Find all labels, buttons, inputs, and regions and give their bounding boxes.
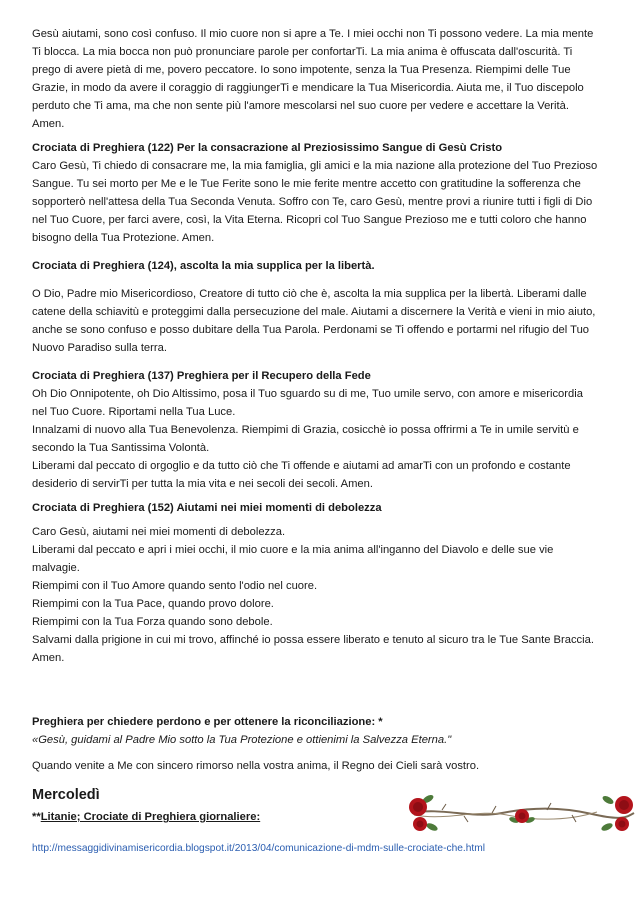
litany-prefix: ** <box>32 811 41 823</box>
prayer-122 <box>32 139 612 247</box>
day-heading: Mercoledì <box>32 787 100 803</box>
forgiveness-quote: «Gesù, guidami al Padre Mio sotto la Tua Protezione e ottienimi la Salvezza Eterna." <box>32 734 452 746</box>
litany-link-text: Litanie; Crociate di Preghiera giornaliere: <box>40 811 261 823</box>
prayer-title: Crociata di Preghiera (122) Per la consacrazione al Preziosissimo Sangue di Gesù Cristo <box>32 142 503 154</box>
prayer-152 <box>32 499 612 667</box>
prayer-137 <box>32 367 612 493</box>
prayer-title: Crociata di Preghiera (137) Preghiera per il Recupero della Fede <box>32 370 371 382</box>
text-line: Salvami dalla prigione in cui mi trovo, affinché io possa essere liberato e tenuto al sicuro tra le Tue Sante Braccia. <box>32 634 594 646</box>
rose-garland-icon <box>402 787 638 839</box>
text-line: Caro Gesù, aiutami nei miei momenti di debolezza. <box>32 526 286 538</box>
text-line: nel Tuo Cuore. Riportami nella Tua Luce. <box>32 406 236 418</box>
litany-row <box>32 807 612 841</box>
text-line: Amen. <box>32 652 65 664</box>
text-line: malvagie. <box>32 562 80 574</box>
text-line: perduto che Ti ama, ma che non sente più l'amore mescolarsi nel suo cuore per vedere e accettare la Verità. <box>32 100 569 112</box>
text-line: sopporterò nell'attesa della Tua Seconda Venuta. Soffro con Te, caro Gesù, mentre provi a riunire tutti i figli di Dio <box>32 196 593 208</box>
forgiveness-promise: Quando venite a Me con sincero rimorso nella vostra anima, il Regno dei Cieli sarà vostro. <box>32 760 480 772</box>
text-line: secondo la Tua Santissima Volontà. <box>32 442 210 454</box>
text-line: Grazie, in modo da avere il coraggio di raggiungerTi e mendicare la Tua Misericordia. Aiuta me, il Tuo discepolo <box>32 82 584 94</box>
text-line: Amen. <box>32 118 65 130</box>
text-line: Riempimi con il Tuo Amore quando sento l'odio nel cuore. <box>32 580 318 592</box>
text-line: Nuovo Paradiso sulla terra. <box>32 342 167 354</box>
text-line: Gesù aiutami, sono così confuso. Il mio cuore non si apre a Te. I miei occhi non Ti possono vedere. La mia mente <box>32 28 594 40</box>
forgiveness-title: Preghiera per chiedere perdono e per ottenere la riconciliazione: * <box>32 716 383 728</box>
text-line: O Dio, Padre mio Misericordioso, Creatore di tutto ciò che è, ascolta la mia supplica per la libertà. Liberami dalle <box>32 288 587 300</box>
text-line: anche se sono confuso e posso dubitare della Tua Parola. Perdonami se Ti offendo e portarmi nel rifugio del Tuo <box>32 324 590 336</box>
prayer-124 <box>32 257 612 357</box>
text-line: desiderio di servirTi per tutta la mia vita e nei secoli dei secoli. Amen. <box>32 478 373 490</box>
text-line: nel Tuo Cuore, per farci avere, così, la Vita Eterna. Ricopri col Tuo Sangue Prezioso me e tutti coloro che hanno <box>32 214 587 226</box>
text-line: Liberami dal peccato di orgoglio e da tutto ciò che Ti offende e aiutami ad amarTi con un profondo e costante <box>32 460 571 472</box>
intro-paragraph <box>32 25 612 133</box>
text-line: Liberami dal peccato e apri i miei occhi, il mio cuore e la mia anima all'inganno del Diavolo e delle sue vie <box>32 544 554 556</box>
text-line: catene della schiavitù e proteggimi dalla persecuzione del male. Aiutami a discernere la Verità e vieni in mio aiuto, <box>32 306 596 318</box>
source-url-link[interactable]: http://messaggidivinamisericordia.blogspot.it/2013/04/comunicazione-di-mdm-sulle-crociate-che.html <box>32 843 485 854</box>
forgiveness-section <box>32 713 612 775</box>
text-line: Sangue. Tu sei morto per Me e le Tue Ferite sono le mie ferite mentre accetto con gratitudine la sofferenza che <box>32 178 581 190</box>
text-line: bisogno della Tua Protezione. Amen. <box>32 232 215 244</box>
prayer-title: Crociata di Preghiera (124), ascolta la mia supplica per la libertà. <box>32 260 375 272</box>
text-line: Innalzami di nuovo alla Tua Benevolenza. Riempimi di Grazia, cosicchè io possa offrirmi a Te in umile servitù e <box>32 424 579 436</box>
text-line: Caro Gesù, Ti chiedo di consacrare me, la mia famiglia, gli amici e la mia nazione alla protezione del Tuo Prezioso <box>32 160 598 172</box>
document-page <box>32 25 612 841</box>
prayer-title: Crociata di Preghiera (152) Aiutami nei miei momenti di debolezza <box>32 502 382 514</box>
text-line: Oh Dio Onnipotente, oh Dio Altissimo, posa il Tuo sguardo su di me, Tuo umile servo, con amore e misericordia <box>32 388 583 400</box>
text-line: prego di avere pietà di me, povero peccatore. Io sono impotente, senza la Tua Presenza. Riempimi delle Tue <box>32 64 571 76</box>
text-line: Riempimi con la Tua Forza quando sono debole. <box>32 616 273 628</box>
text-line: Ti blocca. La mia bocca non può pronunciare parole per confortarTi. La mia anima è offuscata dall'oscurità. Ti <box>32 46 573 58</box>
text-line: Riempimi con la Tua Pace, quando provo dolore. <box>32 598 274 610</box>
litany-label <box>32 811 260 823</box>
